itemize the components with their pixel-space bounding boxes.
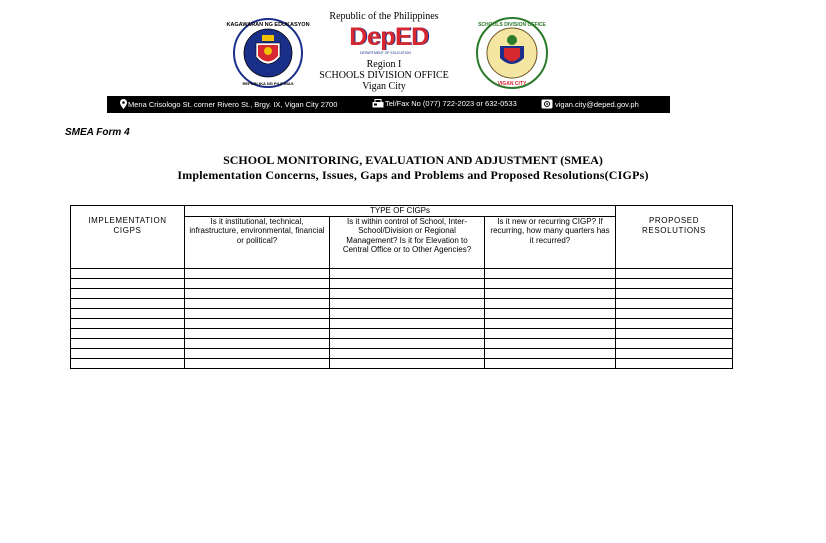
table-cell[interactable]: [185, 289, 330, 299]
address-text: Mena Crisologo St. corner Rivero St., Brgy. IX, Vigan City 2700: [128, 99, 338, 109]
contact-bar: [107, 96, 670, 113]
table-cell[interactable]: [185, 349, 330, 359]
table-row: [71, 329, 733, 339]
left-seal-bottom-text: REPUBLIKA NG PILIPINAS: [242, 81, 294, 86]
document-title: SCHOOL MONITORING, EVALUATION AND ADJUSTMENT (SMEA): [223, 153, 603, 167]
table-cell[interactable]: [330, 299, 485, 309]
table-cell[interactable]: [616, 349, 733, 359]
city-line: Vigan City: [362, 81, 406, 92]
email-item: [541, 99, 639, 109]
table-cell[interactable]: [330, 329, 485, 339]
table-cell[interactable]: [485, 309, 616, 319]
table-cell[interactable]: [330, 339, 485, 349]
table-cell[interactable]: [330, 319, 485, 329]
table-cell[interactable]: [71, 289, 185, 299]
table-cell[interactable]: [485, 279, 616, 289]
table-row: [71, 349, 733, 359]
type-category-header: Is it institutional, technical, infrastructure, environmental, financial or political?: [185, 216, 330, 269]
table-cell[interactable]: [616, 299, 733, 309]
table-header-empty-cell: [71, 206, 185, 217]
proposed-resolutions-header: PROPOSED RESOLUTIONS: [616, 216, 733, 269]
table-cell[interactable]: [485, 289, 616, 299]
deped-wordmark-text: DepED: [349, 23, 429, 51]
table-cell[interactable]: [616, 339, 733, 349]
table-cell[interactable]: [616, 289, 733, 299]
table-cell[interactable]: [185, 279, 330, 289]
table-cell[interactable]: [330, 279, 485, 289]
table-row: [71, 309, 733, 319]
table-cell[interactable]: [330, 359, 485, 369]
table-cell[interactable]: [330, 269, 485, 279]
deped-wordmark-subtext: DEPARTMENT OF EDUCATION: [360, 51, 411, 55]
table-cell[interactable]: [330, 349, 485, 359]
table-cell[interactable]: [71, 299, 185, 309]
table-row: [71, 319, 733, 329]
map-pin-icon: [120, 99, 127, 109]
table-cell[interactable]: [185, 339, 330, 349]
table-cell[interactable]: [71, 279, 185, 289]
form-label: SMEA Form 4: [65, 127, 130, 138]
type-control-header: Is it within control of School, Inter-School/Division or Regional Management? Is it for Elevation to Central Office or to Other Agencies?: [330, 216, 485, 269]
table-cell[interactable]: [71, 359, 185, 369]
table-row: [71, 289, 733, 299]
right-seal-text: SCHOOLS DIVISION OFFICE: [478, 22, 546, 28]
republic-line: Republic of the Philippines: [329, 11, 439, 22]
table-cell[interactable]: [616, 279, 733, 289]
address-item: [120, 99, 337, 109]
table-cell[interactable]: [185, 309, 330, 319]
table-cell[interactable]: [616, 359, 733, 369]
table-cell[interactable]: [330, 309, 485, 319]
table-cell[interactable]: [485, 329, 616, 339]
table-cell[interactable]: [185, 299, 330, 309]
table-header-row: [71, 216, 733, 269]
region-line: Region I: [366, 59, 402, 70]
table-row: [71, 299, 733, 309]
right-seal-bottom-text: VIGAN CITY: [497, 81, 527, 87]
type-recurrence-header: Is it new or recurring CIGP? If recurring, how many quarters has it recurred?: [485, 216, 616, 269]
table-cell[interactable]: [71, 349, 185, 359]
table-cell[interactable]: [485, 299, 616, 309]
phone-text: Tel/Fax No (077) 722-2023 or 632-0533: [385, 99, 517, 108]
table-cell[interactable]: [616, 319, 733, 329]
table-cell[interactable]: [71, 329, 185, 339]
table-row: [71, 269, 733, 279]
table-cell[interactable]: [485, 339, 616, 349]
fax-icon: [372, 99, 384, 108]
table-cell[interactable]: [185, 359, 330, 369]
left-seal-text: KAGAWARAN NG EDUKASYON: [226, 22, 310, 28]
deped-wordmark: [344, 24, 434, 60]
table-cell[interactable]: [71, 319, 185, 329]
table-row: [71, 279, 733, 289]
implementation-cigps-header: IMPLEMENTATION CIGPS: [71, 216, 185, 269]
email-text: vigan.city@deped.gov.ph: [555, 99, 639, 109]
table-cell[interactable]: [616, 269, 733, 279]
table-row: [71, 359, 733, 369]
cigp-table: [70, 205, 733, 369]
table-cell[interactable]: [71, 309, 185, 319]
table-cell[interactable]: [485, 349, 616, 359]
table-cell[interactable]: [485, 269, 616, 279]
table-cell[interactable]: [71, 339, 185, 349]
table-cell[interactable]: [485, 359, 616, 369]
table-cell[interactable]: [71, 269, 185, 279]
phone-item: [372, 99, 517, 108]
table-cell[interactable]: [616, 329, 733, 339]
office-line: SCHOOLS DIVISION OFFICE: [319, 70, 449, 81]
sdo-vigan-seal-logo: [475, 16, 549, 90]
table-cell[interactable]: [185, 269, 330, 279]
type-of-cigps-header: TYPE OF CIGPs: [185, 206, 616, 217]
email-icon: [541, 99, 553, 109]
table-cell[interactable]: [616, 309, 733, 319]
table-cell[interactable]: [330, 289, 485, 299]
document-subtitle: Implementation Concerns, Issues, Gaps and Problems and Proposed Resolutions(CIGPs): [177, 168, 649, 182]
table-cell[interactable]: [185, 319, 330, 329]
table-group-header-row: [71, 206, 733, 217]
table-row: [71, 339, 733, 349]
table-header-empty-cell: [616, 206, 733, 217]
table-cell[interactable]: [185, 329, 330, 339]
table-cell[interactable]: [485, 319, 616, 329]
